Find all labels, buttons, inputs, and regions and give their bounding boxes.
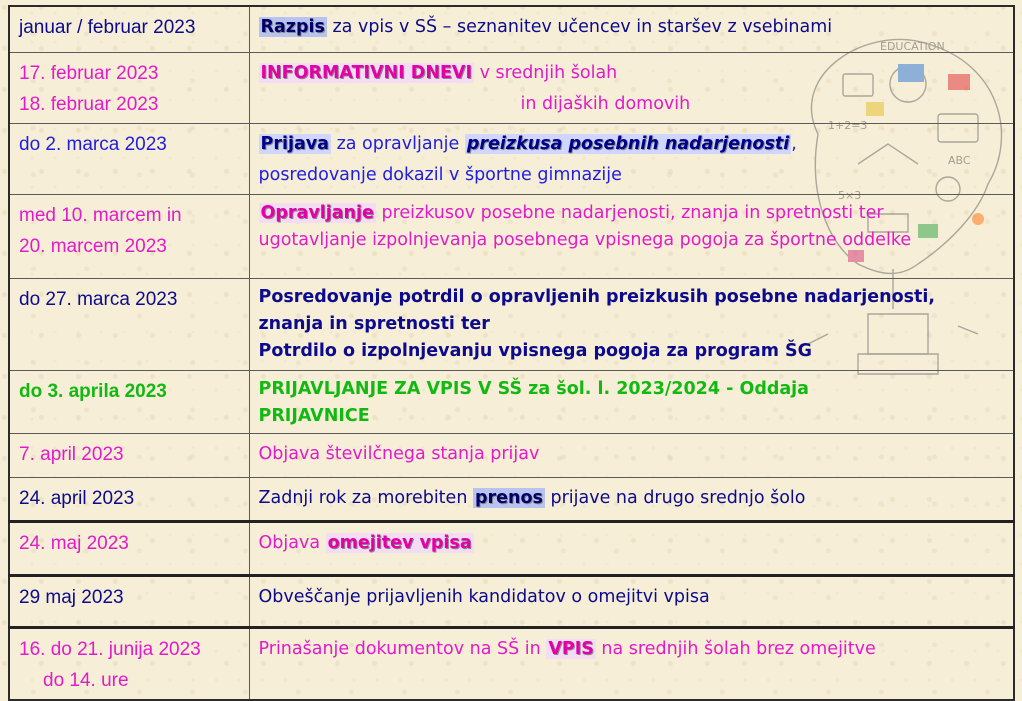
highlight-keyword: INFORMATIVNI DNEVI xyxy=(260,62,472,83)
date-cell xyxy=(9,433,249,477)
description-cell xyxy=(249,123,1014,194)
date-text: 20. marcem 2023 xyxy=(19,235,167,257)
description-line: znanja in spretnosti ter xyxy=(258,313,490,334)
description-line: Obveščanje prijavljenih kandidatov o omejitvi vpisa xyxy=(258,586,710,607)
date-text: 17. februar 2023 xyxy=(19,62,159,84)
highlight-keyword: omejitev vpisa xyxy=(327,532,472,553)
description-text: Zadnji rok za morebiten xyxy=(258,487,468,508)
date-text: 16. do 21. junija 2023 xyxy=(19,638,201,660)
schedule-row xyxy=(9,433,1014,477)
date-cell xyxy=(9,278,249,370)
schedule-row xyxy=(9,521,1014,575)
description-line xyxy=(259,634,1006,665)
description-cell xyxy=(249,278,1014,370)
description-text: prijave na drugo srednjo šolo xyxy=(550,487,806,508)
description-cell xyxy=(249,370,1014,433)
description-text: Prinašanje dokumentov na SŠ in xyxy=(258,638,541,659)
date-text: do 3. aprila 2023 xyxy=(19,380,167,402)
date-cell xyxy=(9,6,249,52)
description-cell xyxy=(249,477,1014,521)
date-text: med 10. marcem in xyxy=(19,204,182,226)
date-cell xyxy=(9,627,249,700)
highlight-keyword: Prijava xyxy=(260,133,329,154)
description-text: za opravljanje xyxy=(336,133,460,154)
svg-text:ABC: ABC xyxy=(948,154,971,167)
date-cell xyxy=(9,370,249,433)
description-line: posredovanje dokazil v športne gimnazije xyxy=(258,164,622,185)
description-line xyxy=(259,12,1006,43)
svg-text:EDUCATION: EDUCATION xyxy=(880,40,945,53)
schedule-row xyxy=(9,52,1014,123)
description-line: Prijava za opravljanje preizkusa posebnih nadarjenosti , xyxy=(260,133,797,154)
svg-text:5×3: 5×3 xyxy=(838,189,862,202)
schedule-row xyxy=(9,123,1014,194)
schedule-row xyxy=(9,278,1014,370)
schedule-row xyxy=(9,575,1014,627)
description-line: ugotavljanje izpolnjevanja posebnega vpisnega pogoja za športne oddelke xyxy=(258,229,912,250)
schedule-row xyxy=(9,6,1014,52)
description-text: na srednjih šolah brez omejitve xyxy=(601,638,876,659)
date-cell xyxy=(9,52,249,123)
date-text: do 2. marca 2023 xyxy=(19,133,167,155)
date-text: januar / februar 2023 xyxy=(19,17,196,38)
description-line: PRIJAVLJANJE ZA VPIS V SŠ za šol. l. 2023/2024 - Oddaja xyxy=(258,378,809,399)
schedule-row xyxy=(9,370,1014,433)
date-cell xyxy=(9,194,249,278)
description-cell xyxy=(249,521,1014,575)
description-line xyxy=(259,58,1006,89)
date-text: 29 maj 2023 xyxy=(19,586,124,608)
highlight-keyword: Opravljanje xyxy=(260,202,374,223)
svg-text:1+2=3: 1+2=3 xyxy=(828,119,868,132)
description-cell xyxy=(249,194,1014,278)
description-line: Posredovanje potrdil o opravljenih preizkusih posebne nadarjenosti, xyxy=(258,286,936,307)
highlight-keyword: VPIS xyxy=(548,638,594,659)
description-text: za vpis v SŠ – seznanitev učencev in staršev z vsebinami xyxy=(332,17,833,37)
highlight-keyword: preizkusa posebnih nadarjenosti xyxy=(466,133,790,154)
date-text: 18. februar 2023 xyxy=(19,93,159,115)
description-line xyxy=(259,200,1006,227)
description-line: in dijaških domovih xyxy=(520,93,691,114)
description-cell xyxy=(249,433,1014,477)
description-cell xyxy=(249,575,1014,627)
description-cell xyxy=(249,627,1014,700)
description-cell xyxy=(249,6,1014,52)
description-text: preizkusov posebne nadarjenosti, znanja in spretnosti ter xyxy=(381,202,884,223)
date-text: do 14. ure xyxy=(43,669,129,691)
description-cell xyxy=(249,52,1014,123)
enrollment-schedule-table xyxy=(8,5,1015,701)
date-text: 24. april 2023 xyxy=(19,487,135,509)
schedule-row xyxy=(9,477,1014,521)
description-line xyxy=(259,483,1006,514)
description-line xyxy=(259,528,1006,559)
highlight-keyword: Razpis xyxy=(260,17,325,37)
description-line: Objava številčnega stanja prijav xyxy=(258,443,540,464)
date-cell xyxy=(9,477,249,521)
date-text: 7. april 2023 xyxy=(19,443,124,465)
date-cell xyxy=(9,575,249,627)
date-cell xyxy=(9,123,249,194)
schedule-row xyxy=(9,627,1014,700)
date-cell xyxy=(9,521,249,575)
date-text: 24. maj 2023 xyxy=(19,532,129,554)
description-text: v srednjih šolah xyxy=(479,62,618,83)
description-line: PRIJAVNICE xyxy=(258,405,370,426)
highlight-keyword: prenos xyxy=(474,487,543,508)
description-text: Objava xyxy=(258,532,321,553)
description-line: Potrdilo o izpolnjevanju vpisnega pogoja za program ŠG xyxy=(258,340,813,361)
schedule-row xyxy=(9,194,1014,278)
date-text: do 27. marca 2023 xyxy=(19,288,178,310)
